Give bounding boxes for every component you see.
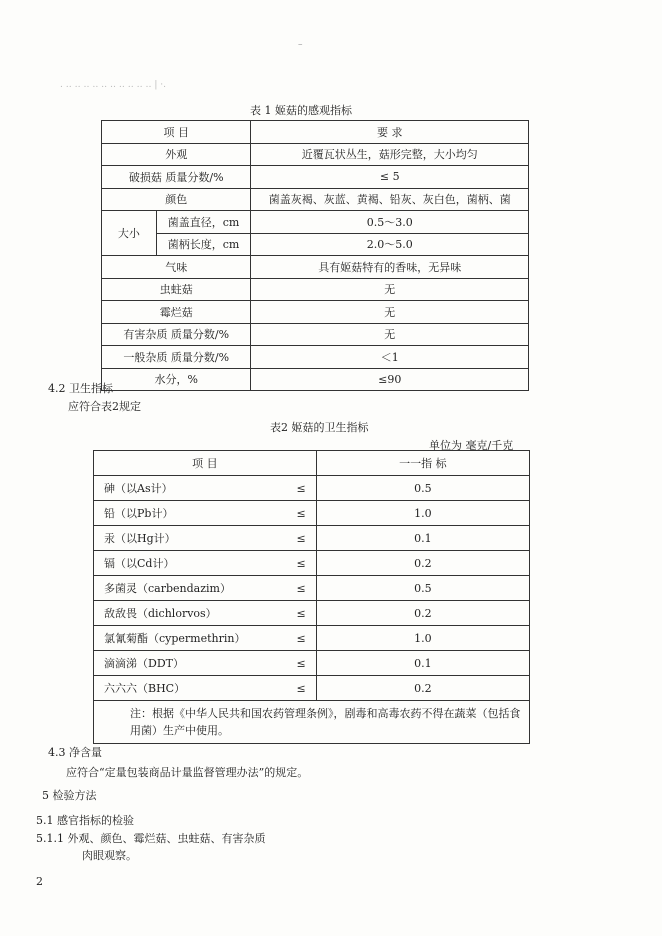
row-operator: ≤ — [286, 651, 316, 676]
table-row — [94, 576, 530, 601]
row-group-label: 大小 — [102, 211, 157, 256]
row-label: 汞（以Hg计） — [94, 526, 287, 551]
row-label: 多菌灵（carbendazim） — [94, 576, 287, 601]
row-value: 0.2 — [316, 676, 529, 701]
table-note: 注：根据《中华人民共和国农药管理条例》，剧毒和高毒农药不得在蔬菜（包括食用菌）生产中使用。 — [94, 701, 530, 744]
header-item: 项 目 — [102, 121, 251, 144]
row-value: 无 — [251, 301, 529, 324]
row-label: 虫蛀菇 — [102, 278, 251, 301]
scan-artifact: . ‥ ‥ ‥ ‥ ‥ ‥ ‥ ‥ ‥ ‥ | ·. — [60, 80, 166, 90]
row-value: ≤ 5 — [251, 166, 529, 189]
row-value: 0.1 — [316, 526, 529, 551]
table-row — [94, 476, 530, 501]
row-value: 菌盖灰褐、灰蓝、黄褐、铅灰、灰白色，菌柄、菌 — [251, 188, 529, 211]
row-label: 有害杂质 质量分数/% — [102, 323, 251, 346]
table-row — [102, 211, 529, 234]
table2-unit: 单位为 毫克/千克 — [429, 439, 514, 452]
table2-caption: 表2 姬菇的卫生指标 — [270, 421, 369, 434]
row-operator: ≤ — [286, 601, 316, 626]
row-label: 水分，% — [102, 368, 251, 391]
row-label: 气味 — [102, 256, 251, 279]
sensory-table — [101, 120, 529, 391]
table-row — [102, 368, 529, 391]
table-row — [94, 501, 530, 526]
section-4-3-heading: 4.3 净含量 — [48, 746, 102, 759]
row-operator: ≤ — [286, 676, 316, 701]
row-value: 0.5 — [316, 576, 529, 601]
section-5-1-heading: 5.1 感官指标的检验 — [36, 814, 134, 827]
section-4-2-heading: 4.2 卫生指标 — [48, 382, 113, 395]
table-row — [102, 346, 529, 369]
row-value: 0.5 — [316, 476, 529, 501]
table-row — [94, 526, 530, 551]
row-label: 颜色 — [102, 188, 251, 211]
row-value: 近覆瓦状丛生，菇形完整，大小均匀 — [251, 143, 529, 166]
table-row — [94, 551, 530, 576]
top-mark: – — [298, 40, 303, 50]
row-operator: ≤ — [286, 501, 316, 526]
row-operator: ≤ — [286, 526, 316, 551]
section-5-1-1-body: 肉眼观察。 — [82, 849, 137, 862]
row-value: 具有姬菇特有的香味，无异味 — [251, 256, 529, 279]
table-row — [94, 601, 530, 626]
section-5-heading: 5 检验方法 — [42, 789, 97, 802]
header-requirement: 要 求 — [251, 121, 529, 144]
row-label: 外观 — [102, 143, 251, 166]
section-4-2-body: 应符合表2规定 — [68, 400, 141, 413]
row-value: 1.0 — [316, 626, 529, 651]
table-row — [102, 233, 529, 256]
page-number: 2 — [36, 875, 43, 888]
row-label: 破损菇 质量分数/% — [102, 166, 251, 189]
table-header — [94, 451, 530, 476]
row-operator: ≤ — [286, 476, 316, 501]
row-operator: ≤ — [286, 551, 316, 576]
section-4-3-body: 应符合“定量包装商品计量监督管理办法”的规定。 — [66, 766, 309, 779]
row-label: 铅（以Pb计） — [94, 501, 287, 526]
row-value: 1.0 — [316, 501, 529, 526]
row-label: 氯氰菊酯（cypermethrin） — [94, 626, 287, 651]
table-row — [102, 143, 529, 166]
row-sublabel: 菌盖直径，cm — [156, 211, 251, 234]
row-label: 霉烂菇 — [102, 301, 251, 324]
row-value: 0.1 — [316, 651, 529, 676]
table-row — [102, 188, 529, 211]
row-value: 无 — [251, 278, 529, 301]
row-value: 2.0～5.0 — [251, 233, 529, 256]
table-row — [94, 651, 530, 676]
row-value: 0.2 — [316, 551, 529, 576]
row-label: 六六六（BHC） — [94, 676, 287, 701]
row-value: 无 — [251, 323, 529, 346]
table-row — [102, 278, 529, 301]
row-label: 滴滴涕（DDT） — [94, 651, 287, 676]
row-operator: ≤ — [286, 576, 316, 601]
row-value: 0.2 — [316, 601, 529, 626]
row-label: 敌敌畏（dichlorvos） — [94, 601, 287, 626]
table-row — [102, 323, 529, 346]
header-indicator: 一一指 标 — [316, 451, 529, 476]
row-sublabel: 菌柄长度，cm — [156, 233, 251, 256]
table-note-row — [94, 701, 530, 744]
row-label: 砷（以As计） — [94, 476, 287, 501]
table-row — [94, 626, 530, 651]
table-row — [102, 166, 529, 189]
row-value: ≤90 — [251, 368, 529, 391]
header-item: 项 目 — [94, 451, 317, 476]
table-row — [94, 676, 530, 701]
hygiene-table — [93, 450, 530, 744]
table1-caption: 表 1 姬菇的感观指标 — [250, 104, 352, 117]
table-row — [102, 256, 529, 279]
row-value: 0.5～3.0 — [251, 211, 529, 234]
row-label: 一般杂质 质量分数/% — [102, 346, 251, 369]
section-5-1-1-heading: 5.1.1 外观、颜色、霉烂菇、虫蛀菇、有害杂质 — [36, 832, 266, 845]
table-header — [102, 121, 529, 144]
row-label: 镉（以Cd计） — [94, 551, 287, 576]
row-value: ＜1 — [251, 346, 529, 369]
table-row — [102, 301, 529, 324]
row-operator: ≤ — [286, 626, 316, 651]
